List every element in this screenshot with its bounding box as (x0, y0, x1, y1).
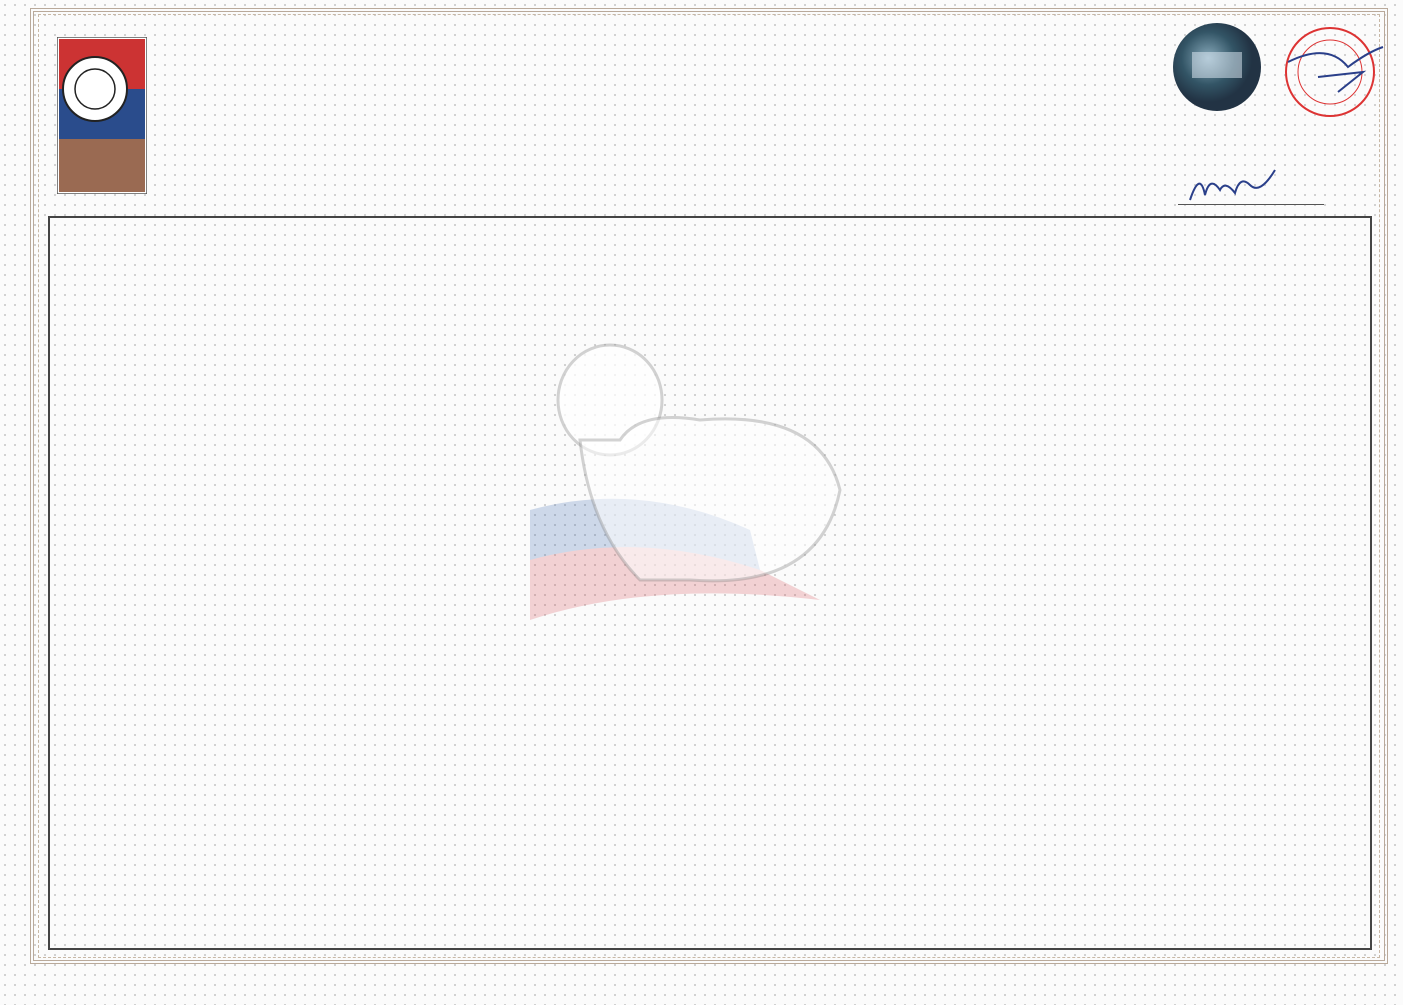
signature-line (1178, 204, 1324, 205)
hologram-seal (1172, 22, 1262, 112)
fci-cmku-logo (57, 37, 147, 194)
stud-book-stamp (1268, 22, 1388, 122)
breeder-signature (1180, 165, 1290, 205)
pedigree-table (48, 216, 1372, 950)
